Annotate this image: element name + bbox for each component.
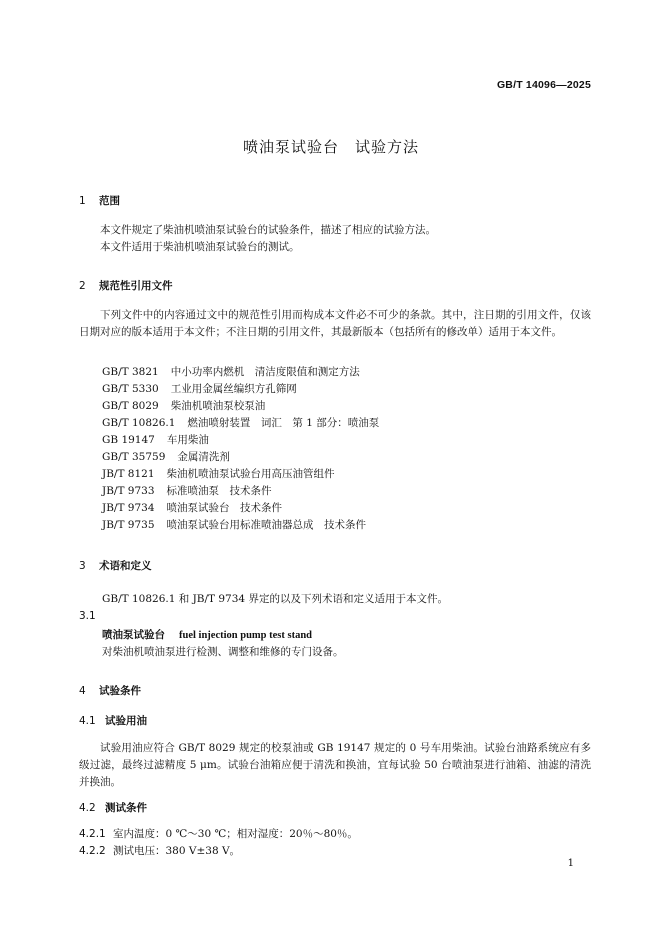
subsection-title: 试验用油 bbox=[105, 715, 147, 727]
document-title: 喷油泵试验台 试验方法 bbox=[242, 138, 419, 156]
reference-item bbox=[102, 364, 360, 379]
paragraph: 试验用油应符合 GB/T 8029 规定的校泵油或 GB 19147 规定的 0 号车用柴油。试验台油路系统应有多级过滤，最终过滤精度 5 μm。试验台油箱应便于清洗和换油，宜每试验 50 台喷油泵进行油箱、油滤的清洗并换油。 bbox=[79, 742, 591, 788]
reference-title: 柴油机喷油泵试验台用高压油管组件 bbox=[166, 468, 335, 480]
term-heading bbox=[102, 627, 312, 642]
reference-item bbox=[102, 483, 272, 498]
clause-item bbox=[79, 843, 240, 858]
reference-title: 中小功率内燃机 清洁度限值和测定方法 bbox=[170, 366, 360, 378]
clause-text: 测试电压：380 V±38 V。 bbox=[113, 845, 241, 857]
section-number: 4 bbox=[79, 685, 86, 697]
reference-code: GB/T 3821 bbox=[102, 366, 159, 378]
clause-number: 4.2.1 bbox=[79, 828, 106, 840]
clause-item bbox=[79, 826, 358, 841]
term-chinese: 喷油泵试验台 bbox=[102, 629, 165, 641]
reference-code: JB/T 9734 bbox=[102, 502, 155, 514]
reference-item bbox=[102, 466, 335, 481]
reference-code: JB/T 9735 bbox=[102, 519, 155, 531]
section-title: 规范性引用文件 bbox=[99, 280, 173, 292]
subsection-4-1-heading bbox=[79, 713, 147, 728]
section-4-heading bbox=[79, 683, 141, 698]
section-1-heading bbox=[79, 193, 120, 208]
reference-title: 标准喷油泵 技术条件 bbox=[166, 485, 272, 497]
subsection-number: 4.1 bbox=[79, 715, 96, 727]
standard-number: GB/T 14096—2025 bbox=[496, 79, 591, 91]
section-number: 3 bbox=[79, 560, 86, 572]
reference-code: GB/T 5330 bbox=[102, 383, 159, 395]
reference-code: JB/T 8121 bbox=[102, 468, 155, 480]
section-3-heading bbox=[79, 558, 152, 573]
reference-item bbox=[102, 500, 282, 515]
reference-item bbox=[102, 415, 379, 430]
paragraph: 本文件规定了柴油机喷油泵试验台的试验条件，描述了相应的试验方法。 bbox=[100, 224, 436, 236]
reference-item bbox=[102, 432, 209, 447]
reference-title: 喷油泵试验台用标准喷油器总成 技术条件 bbox=[166, 519, 367, 531]
term-english: fuel injection pump test stand bbox=[179, 630, 313, 641]
reference-code: JB/T 9733 bbox=[102, 485, 155, 497]
reference-title: 喷油泵试验台 技术条件 bbox=[166, 502, 283, 514]
reference-title: 金属清洗剂 bbox=[177, 451, 230, 463]
section-number: 1 bbox=[79, 195, 86, 207]
reference-item bbox=[102, 449, 230, 464]
reference-title: 燃油喷射装置 词汇 第 1 部分：喷油泵 bbox=[187, 417, 380, 429]
reference-title: 柴油机喷油泵校泵油 bbox=[170, 400, 266, 412]
reference-code: GB/T 10826.1 bbox=[102, 417, 176, 429]
section-number: 2 bbox=[79, 280, 86, 292]
subsection-title: 测试条件 bbox=[105, 802, 147, 814]
clause-number: 4.2.2 bbox=[79, 845, 106, 857]
reference-title: 工业用金属丝编织方孔筛网 bbox=[170, 383, 297, 395]
reference-title: 车用柴油 bbox=[166, 434, 209, 446]
term-number: 3.1 bbox=[79, 610, 96, 622]
reference-item bbox=[102, 517, 366, 532]
subsection-number: 4.2 bbox=[79, 802, 96, 814]
reference-item bbox=[102, 398, 265, 413]
subsection-4-2-heading bbox=[79, 800, 147, 815]
section-title: 试验条件 bbox=[99, 685, 141, 697]
reference-code: GB/T 35759 bbox=[102, 451, 166, 463]
paragraph: GB/T 10826.1 和 JB/T 9734 界定的以及下列术语和定义适用于本文件。 bbox=[102, 593, 448, 605]
section-title: 术语和定义 bbox=[99, 560, 152, 572]
reference-item bbox=[102, 381, 297, 396]
page-number: 1 bbox=[567, 858, 574, 869]
paragraph: 下列文件中的内容通过文中的规范性引用而构成本文件必不可少的条款。其中，注日期的引用文件，仅该日期对应的版本适用于本文件；不注日期的引用文件，其最新版本（包括所有的修改单）适用于本文件。 bbox=[79, 309, 591, 338]
section-2-heading bbox=[79, 278, 173, 293]
term-definition: 对柴油机喷油泵进行检测、调整和维修的专门设备。 bbox=[102, 646, 344, 658]
paragraph: 本文件适用于柴油机喷油泵试验台的测试。 bbox=[100, 241, 300, 253]
reference-code: GB 19147 bbox=[102, 434, 155, 446]
section-title: 范围 bbox=[99, 195, 120, 207]
reference-code: GB/T 8029 bbox=[102, 400, 159, 412]
clause-text: 室内温度：0 ℃～30 ℃；相对湿度：20％～80％。 bbox=[113, 828, 358, 840]
